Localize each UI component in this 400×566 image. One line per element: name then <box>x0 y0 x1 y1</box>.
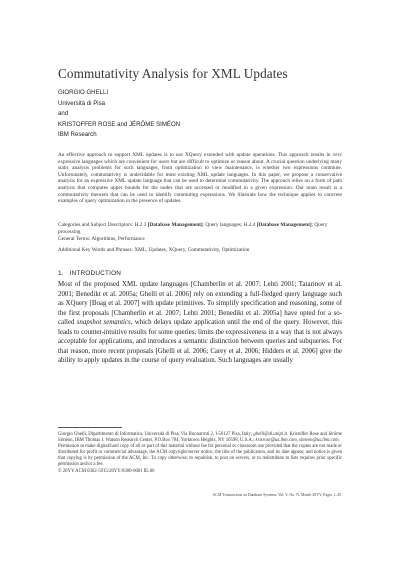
affiliation-ibm: IBM Research <box>58 131 97 138</box>
keywords: Additional Key Words and Phrases: XML, Updates, XQuery, Commutativity, Optimization <box>58 247 250 253</box>
category-db-management-2: [Database Management] <box>256 222 312 228</box>
category-db-management-1: [Database Management] <box>147 222 203 228</box>
intro-text-part1: Most of the proposed XML update languages [Chamberlin et al. 2007; Lehti 2001; Tatarinov et al. 2001; Benedikt et al. 2005a; Ghelli et al. 2006] rely on extending a full-fledged query language such as XQuery [Boag et al. 2007] with update primitives. To simplify specification and reasoning, some of the first proposals [Chamberlin et al. 2007; Lehti 2001; Benedikt et al. 2005a] have opted for a so-called <box>58 281 342 326</box>
footnote-address-2: . Kristoffer Rose and Jérôme Siméon, IBM Thomas J. Watson Research Center, P.O.Box 704, Yorktown Heights, NY 10598, U.S.A.; <box>58 432 342 444</box>
footnote-divider <box>58 427 122 428</box>
footnote-address-1: Giorgio Ghelli, Dipartimento di Informatica, Università di Pisa, Via Buonarroti 2, I-56127 Pisa, Italy; <box>58 432 254 437</box>
section-number: 1. <box>58 270 64 277</box>
abstract <box>58 152 342 205</box>
footnote-email-2: krisrose@us.ibm.com, simeon@us.ibm.com <box>255 438 339 444</box>
category-1-rest: : Query languages; H.2.4 <box>202 222 257 228</box>
intro-text-part2: , which delays update application until the end of the query. However, this leads to counter-intuitive results for some queries, limits the expressiveness in a way that is not always acceptable for applications, and introduces a semantic distinction between queries and subqueries. For that reason, more recent proposals [Ghelli et al. 2006; Carey et al. 2006; Hidders et al. 2006] give the ability to apply updates in the course of query evaluation. Such languages are usually <box>58 319 342 364</box>
introduction-body <box>58 280 342 366</box>
paper-title: Commutativity Analysis for XML Updates <box>58 66 288 81</box>
affiliation-pisa: Università di Pisa <box>58 99 106 107</box>
intro-emphasis: snapshot semantics <box>76 319 131 326</box>
author-block <box>58 88 358 141</box>
abstract-text: An effective approach to support XML updates is to use XQuery extended with update operations. This approach results in very expressive languages which are convenient for users but are difficult to optimize or reason about. A crucial question underlying many static analysis problems for such languages, from optimization to view maintenance, is whether two expressions commute. Unfortunately, commutativity is undecidable for most existing XML update languages. In this paper, we propose a conservative analysis for an expressive XML update language that can be used to determine commutativity. The approach relies on a form of path analysis that computes upper bounds for the nodes that are accessed or modified in a given expression. Our main result is a commutativity theorem that can be used to identify commuting expressions. We illustrate how the technique applies to concrete examples of query optimization in the presence of updates. <box>58 152 342 205</box>
author-conjunction: and <box>58 110 69 117</box>
section-title: INTRODUCTION <box>69 270 122 277</box>
categories-label: Categories and Subject Descriptors: H.2.3 <box>58 222 148 228</box>
footnote <box>58 432 342 475</box>
author-rose-simeon: KRISTOFFER ROSE and JÉRÔME SIMÉON <box>58 120 181 128</box>
general-terms: General Terms: Algorithms, Performance <box>58 236 145 242</box>
permission-notice: Permission to make digital/hard copy of all or part of this material without fee for personal or classroom use provided that the copies are not made or distributed for profit or commercial advantage, the ACM copyright/server notice, the title of the publication, and its date appear, and notice is given that copying is by permission of the ACM, Inc. To copy otherwise, to republish, to post on servers, or to redistribute to lists requires prior specific permission and/or a fee. <box>58 444 342 468</box>
author-ghelli: GIORGIO GHELLI <box>58 89 109 96</box>
running-footer: ACM Transactions on Database Systems, Vol. V, No. N, Month 20YY, Pages 1–45. <box>212 493 342 497</box>
section-heading-introduction <box>58 270 121 277</box>
footnote-end: . <box>338 438 340 444</box>
footnote-email-1: ghelli@di.unipi.it <box>253 432 287 437</box>
category-2-rest: : Query processing <box>58 222 328 235</box>
copyright-notice: © 20YY ACM 0362-5915/20YY/0300-0001 $5.00 <box>58 468 155 474</box>
subject-descriptors <box>58 222 342 235</box>
